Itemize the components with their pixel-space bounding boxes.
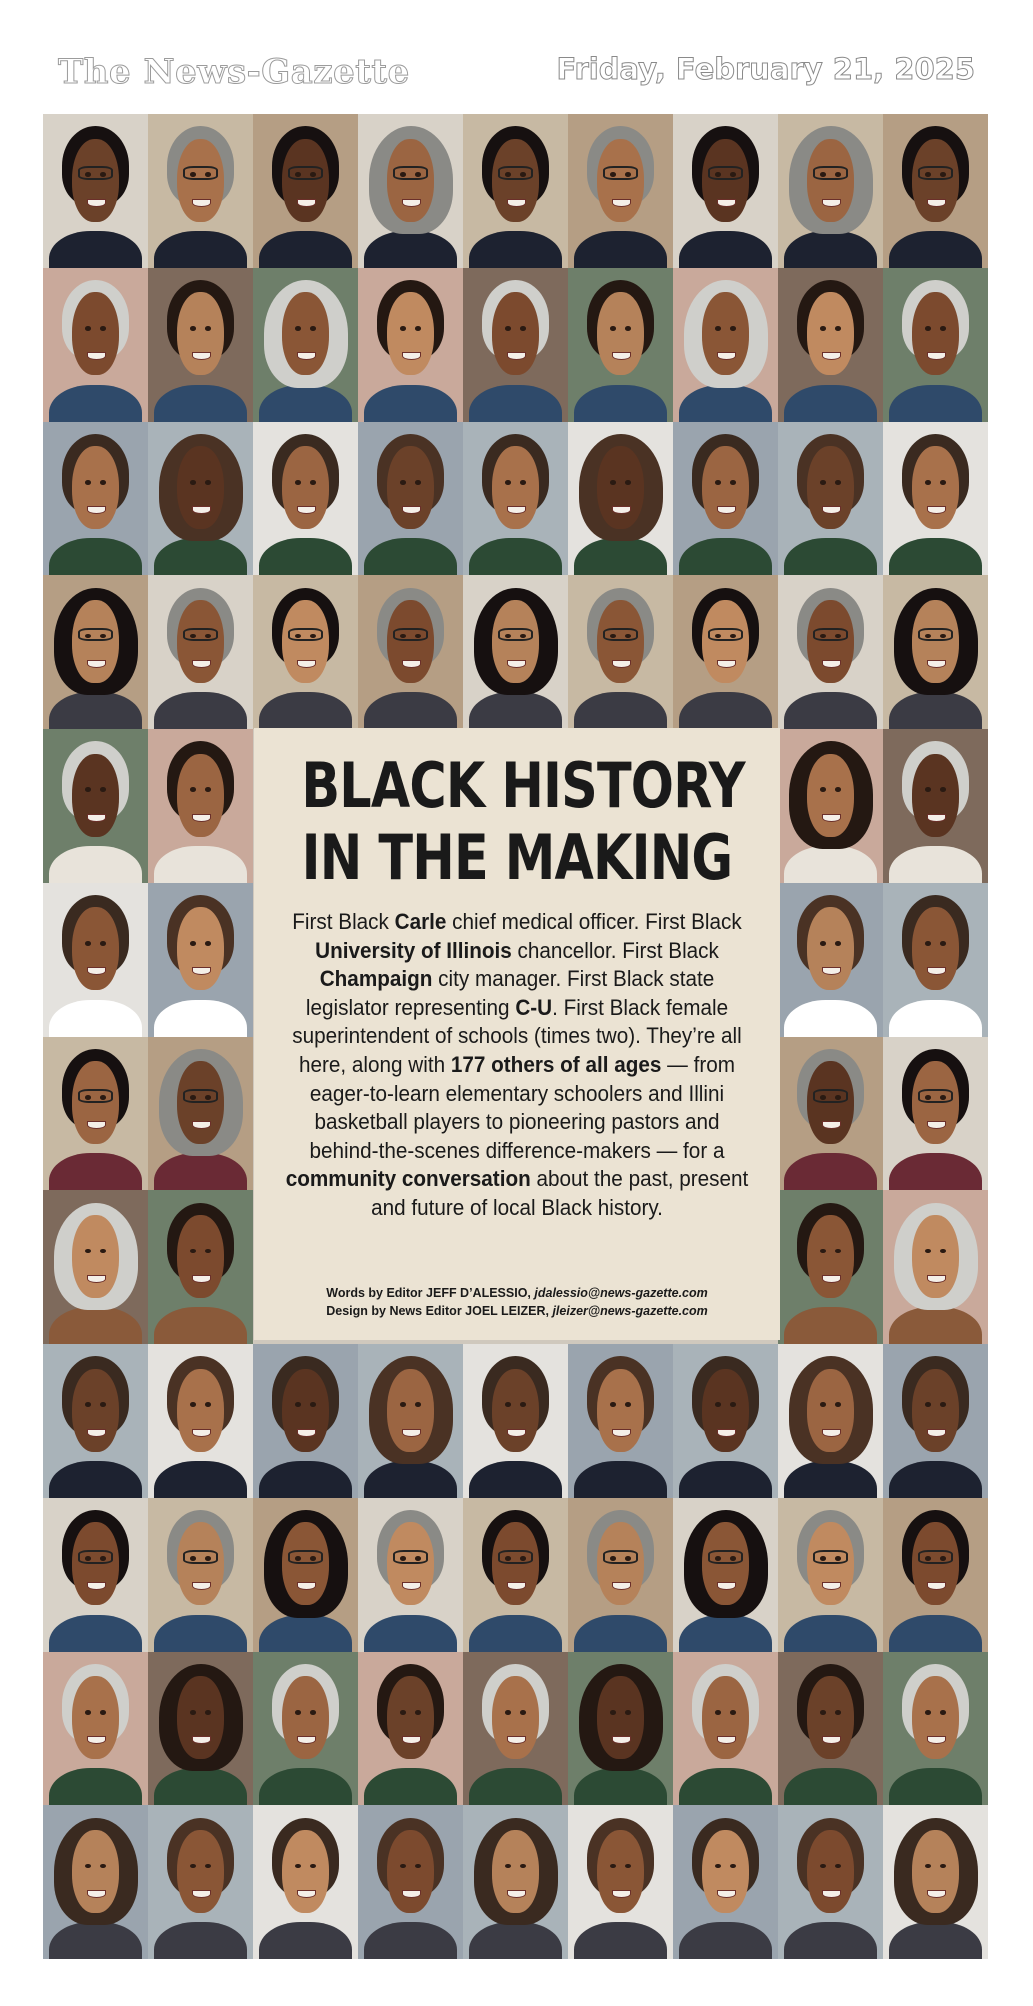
portrait-photo — [883, 1805, 988, 1959]
portrait-photo — [43, 1037, 148, 1191]
portrait-photo — [778, 575, 883, 729]
portrait-photo — [673, 422, 778, 576]
portrait-photo — [883, 1498, 988, 1652]
portrait-photo — [883, 729, 988, 883]
body-text: First Black — [292, 909, 395, 934]
portrait-photo — [463, 1652, 568, 1806]
portrait-photo — [358, 268, 463, 422]
emphasis-text: University of Illinois — [315, 937, 512, 963]
portrait-photo — [148, 1344, 253, 1498]
portrait-photo — [883, 883, 988, 1037]
portrait-photo — [673, 575, 778, 729]
emphasis-text: C-U — [515, 994, 553, 1020]
portrait-photo — [148, 268, 253, 422]
portrait-photo — [253, 1344, 358, 1498]
credit-words-label: Words by Editor JEFF D’ALESSIO, — [326, 1286, 531, 1300]
portrait-photo — [568, 1498, 673, 1652]
portrait-photo — [778, 1037, 883, 1191]
portrait-photo — [358, 575, 463, 729]
portrait-photo — [778, 729, 883, 883]
portrait-photo — [463, 575, 568, 729]
portrait-photo — [778, 114, 883, 268]
portrait-photo — [673, 268, 778, 422]
portrait-photo — [358, 1652, 463, 1806]
credit-words-email: jdalessio@news-gazette.com — [534, 1286, 708, 1300]
body-text: . First Black female superintendent of schools (times two). They’re all here, along with — [292, 994, 742, 1077]
portrait-photo — [43, 1498, 148, 1652]
credit-words — [254, 1284, 780, 1302]
portrait-photo — [883, 1037, 988, 1191]
body-text: city manager. First Black state legislator representing — [305, 966, 715, 1020]
portrait-photo — [778, 883, 883, 1037]
portrait-photo — [673, 1652, 778, 1806]
portrait-photo — [148, 1805, 253, 1959]
portrait-photo — [673, 1805, 778, 1959]
portrait-photo — [778, 1190, 883, 1344]
portrait-photo — [883, 1190, 988, 1344]
portrait-photo — [148, 1037, 253, 1191]
portrait-photo — [778, 268, 883, 422]
portrait-photo — [253, 575, 358, 729]
portrait-photo — [43, 114, 148, 268]
body-text: chief medical officer. First Black — [446, 909, 742, 934]
portrait-photo — [148, 1190, 253, 1344]
portrait-photo — [43, 729, 148, 883]
portrait-photo — [148, 883, 253, 1037]
portrait-photo — [43, 268, 148, 422]
portrait-photo — [778, 1805, 883, 1959]
portrait-photo — [883, 268, 988, 422]
portrait-photo — [358, 1805, 463, 1959]
portrait-photo — [148, 575, 253, 729]
portrait-photo — [43, 1344, 148, 1498]
portrait-photo — [778, 1652, 883, 1806]
portrait-photo — [43, 1652, 148, 1806]
portrait-photo — [253, 114, 358, 268]
portrait-photo — [43, 1190, 148, 1344]
portrait-photo — [568, 1652, 673, 1806]
portrait-photo — [778, 1344, 883, 1498]
headline-line-1: BLACK HISTORY — [301, 749, 745, 822]
portrait-photo — [673, 1498, 778, 1652]
credit-design — [254, 1302, 780, 1320]
portrait-photo — [673, 114, 778, 268]
emphasis-text: 177 others of all ages — [450, 1051, 662, 1077]
portrait-photo — [568, 422, 673, 576]
portrait-photo — [568, 268, 673, 422]
emphasis-text: Champaign — [319, 966, 433, 992]
portrait-photo — [358, 1344, 463, 1498]
portrait-photo — [568, 1344, 673, 1498]
portrait-photo — [883, 114, 988, 268]
portrait-photo — [778, 1498, 883, 1652]
portrait-photo — [883, 1344, 988, 1498]
feature-panel — [254, 728, 780, 1340]
portrait-photo — [148, 1498, 253, 1652]
feature-body — [284, 908, 750, 1223]
portrait-photo — [43, 1805, 148, 1959]
portrait-photo — [883, 1652, 988, 1806]
portrait-photo — [253, 422, 358, 576]
portrait-photo — [463, 268, 568, 422]
portrait-photo — [148, 729, 253, 883]
portrait-photo — [253, 1805, 358, 1959]
portrait-photo — [568, 575, 673, 729]
portrait-photo — [463, 114, 568, 268]
emphasis-text: Carle — [394, 909, 447, 934]
portrait-photo — [568, 1805, 673, 1959]
portrait-photo — [148, 1652, 253, 1806]
portrait-photo — [463, 422, 568, 576]
portrait-photo — [358, 1498, 463, 1652]
portrait-photo — [883, 575, 988, 729]
credits — [254, 1284, 780, 1320]
issue-date: Friday, February 21, 2025 — [556, 52, 975, 86]
emphasis-text: community conversation — [285, 1166, 531, 1192]
credit-design-email: jleizer@news-gazette.com — [552, 1304, 708, 1318]
portrait-photo — [148, 114, 253, 268]
headline-line-2: IN THE MAKING — [301, 821, 733, 894]
portrait-photo — [253, 1498, 358, 1652]
portrait-photo — [358, 422, 463, 576]
body-text: about the past, present and future of local Black history. — [371, 1166, 749, 1220]
headline — [301, 749, 745, 894]
portrait-photo — [778, 422, 883, 576]
portrait-photo — [43, 575, 148, 729]
portrait-photo — [43, 422, 148, 576]
portrait-photo — [358, 114, 463, 268]
body-text: chancellor. First Black — [511, 937, 719, 963]
portrait-photo — [883, 422, 988, 576]
portrait-photo — [463, 1344, 568, 1498]
masthead: The News-Gazette — [58, 52, 410, 92]
portrait-photo — [253, 268, 358, 422]
portrait-photo — [253, 1652, 358, 1806]
portrait-photo — [568, 114, 673, 268]
body-text: — from eager-to-learn elementary schoolers and Illini basketball players to pioneering pastors and behind-the-scenes difference-makers — for a — [309, 1051, 736, 1163]
portrait-photo — [43, 883, 148, 1037]
portrait-photo — [673, 1344, 778, 1498]
credit-design-label: Design by News Editor JOEL LEIZER, — [326, 1304, 549, 1318]
portrait-photo — [463, 1498, 568, 1652]
portrait-photo — [463, 1805, 568, 1959]
portrait-photo — [148, 422, 253, 576]
